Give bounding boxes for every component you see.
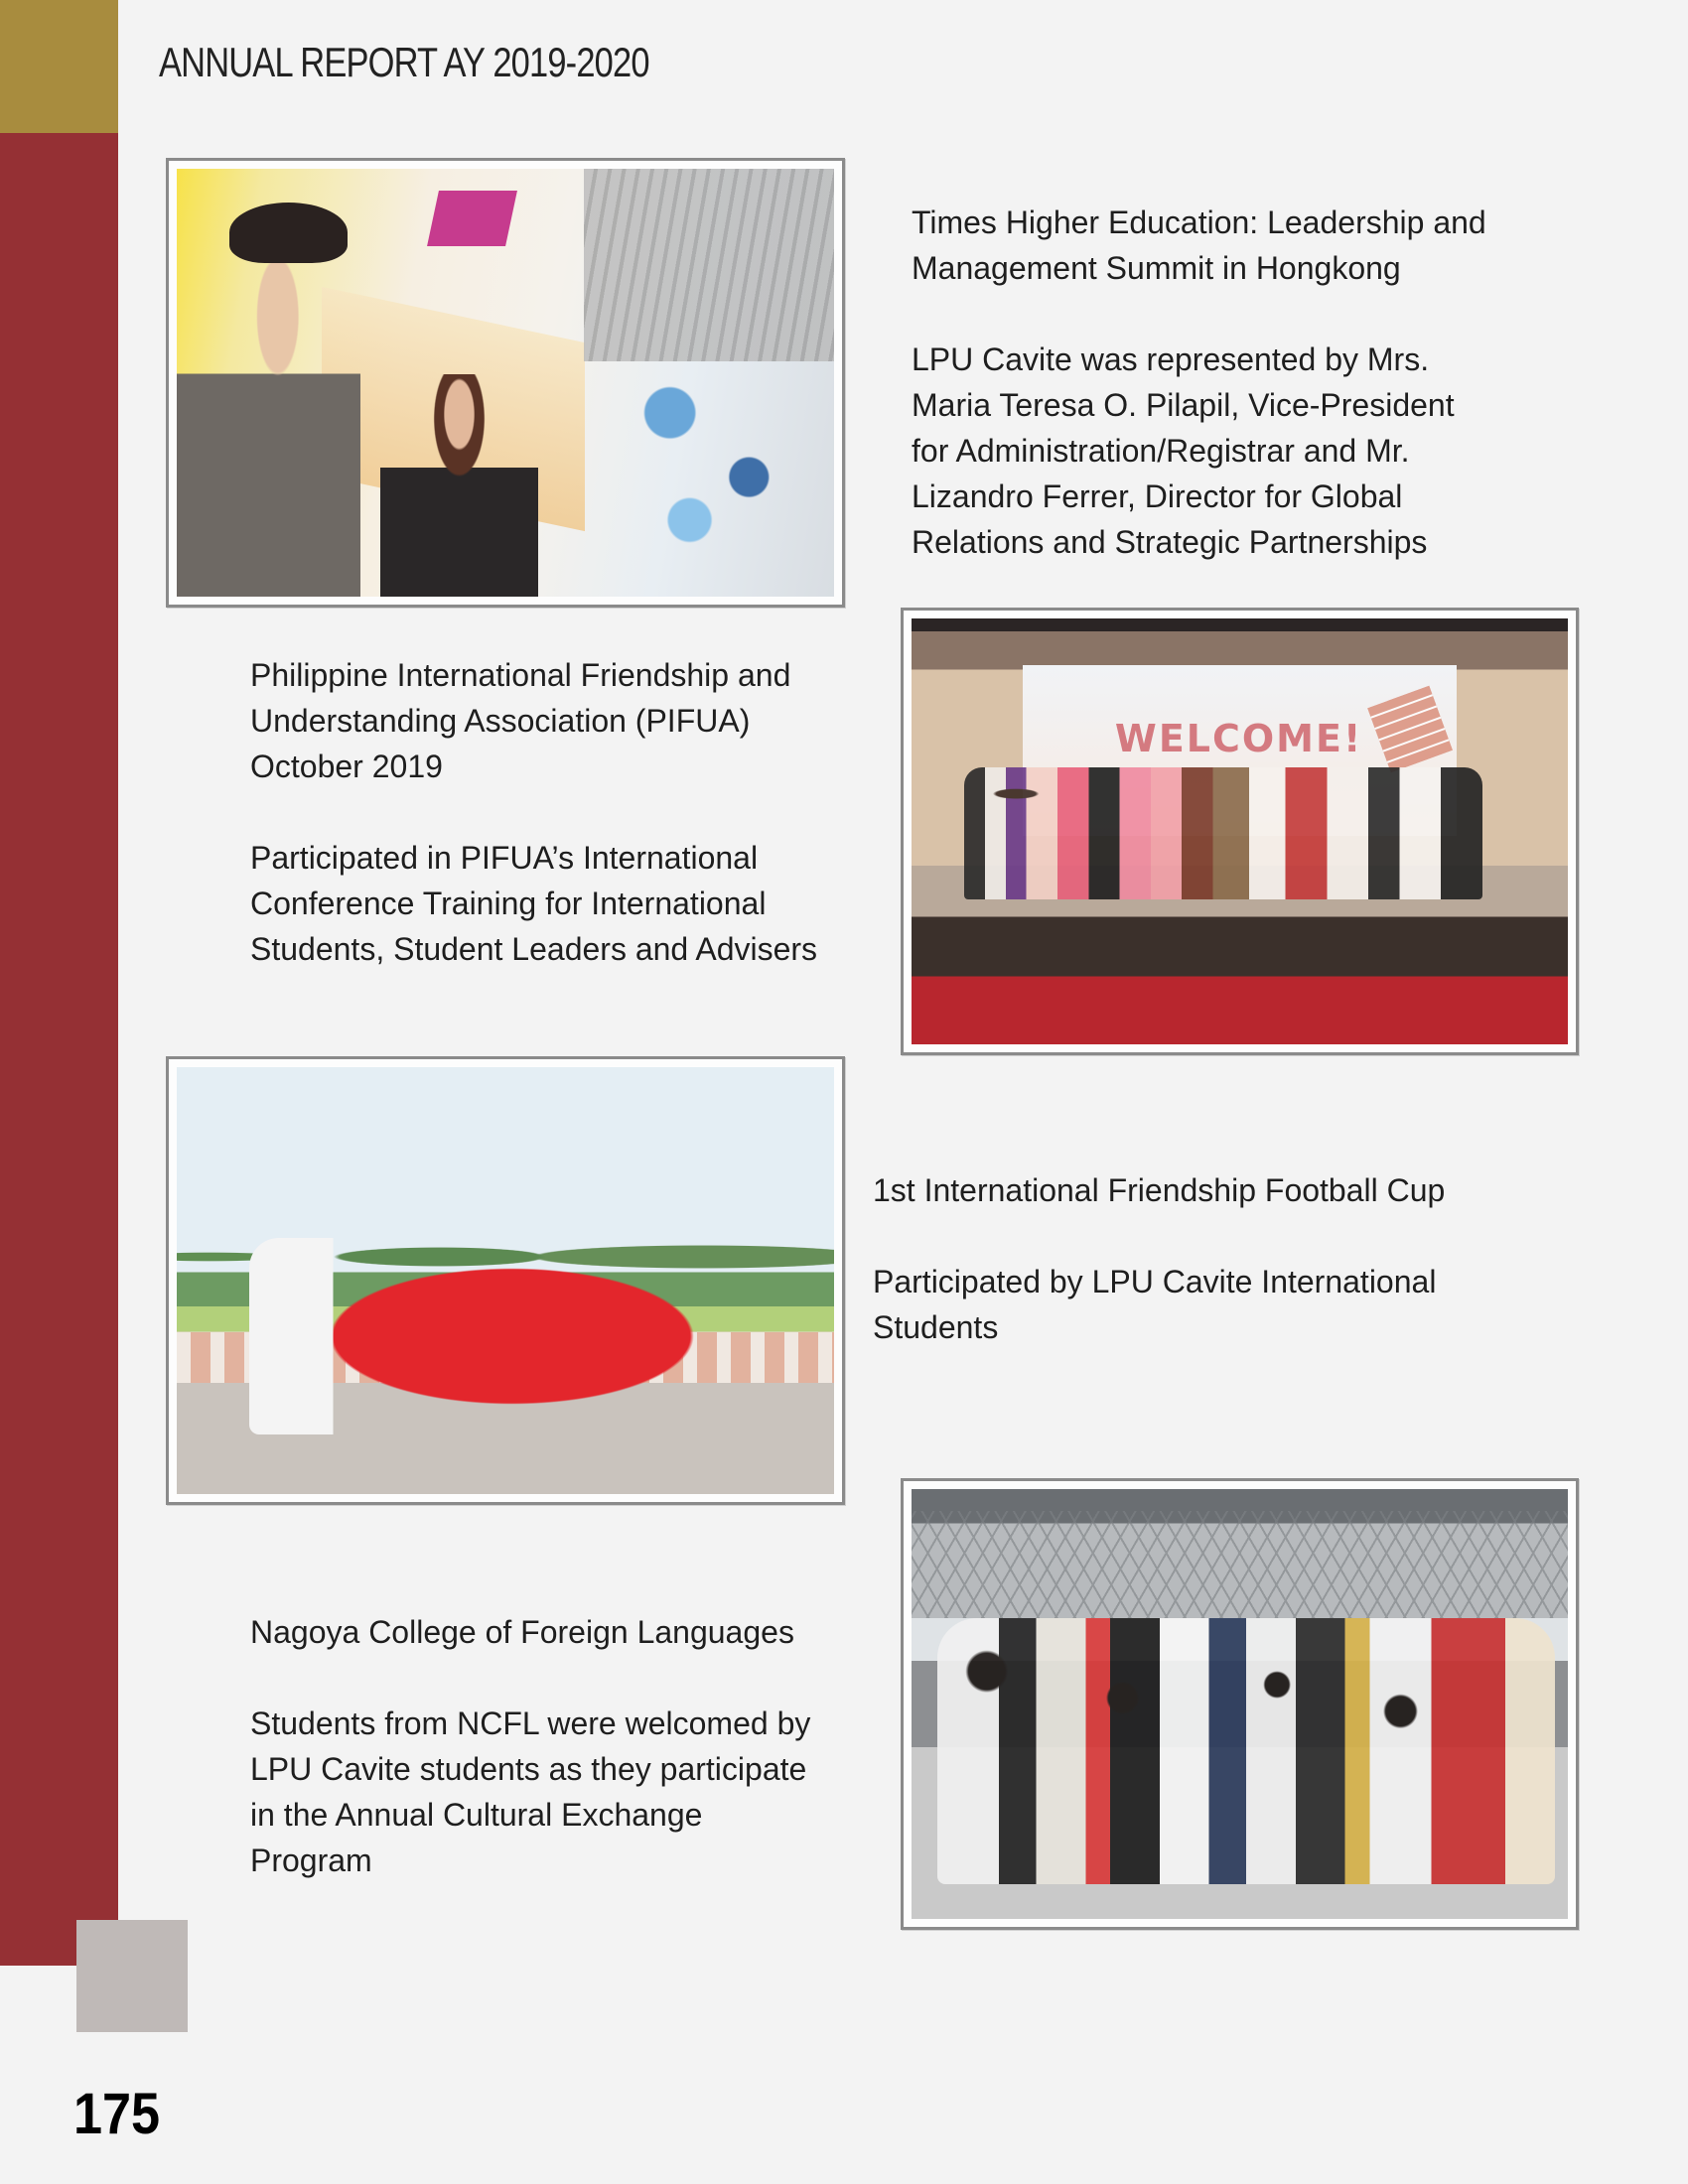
section-title-line: 1st International Friendship Football Cup: [873, 1172, 1446, 1208]
section-body-line: Maria Teresa O. Pilapil, Vice-President: [912, 387, 1455, 423]
section-body-line: Program: [250, 1843, 372, 1878]
section-body-line: LPU Cavite was represented by Mrs.: [912, 341, 1430, 377]
red-side-bar: [0, 133, 118, 1966]
gold-accent-bar: [0, 0, 118, 133]
section-body-line: Students: [873, 1309, 999, 1345]
section-body-line: Conference Training for International: [250, 886, 767, 921]
section-body-line: Participated in PIFUA’s International: [250, 840, 759, 876]
section-title-line: Understanding Association (PIFUA): [250, 703, 751, 739]
section-pifua: [250, 652, 817, 972]
section-title-line: Philippine International Friendship and: [250, 657, 791, 693]
section-body-line: in the Annual Cultural Exchange: [250, 1797, 703, 1833]
photo-frame-pifua: [901, 608, 1579, 1055]
section-nagoya: [250, 1609, 810, 1883]
section-title-line: Management Summit in Hongkong: [912, 250, 1401, 286]
photo-frame-hongkong-summit: [166, 158, 845, 608]
section-title-line: Nagoya College of Foreign Languages: [250, 1614, 794, 1650]
section-body-line: Relations and Strategic Partnerships: [912, 524, 1428, 560]
photo-frame-nagoya: [901, 1478, 1579, 1930]
gray-accent-square: [76, 1920, 188, 2032]
section-football-cup: [873, 1167, 1445, 1350]
photo-pifua-stage: [912, 618, 1568, 1044]
section-body-line: Students from NCFL were welcomed by: [250, 1706, 811, 1741]
photo-football-team: [177, 1067, 834, 1494]
section-title-line: October 2019: [250, 749, 443, 784]
photo-frame-football: [166, 1056, 845, 1505]
section-body-line: for Administration/Registrar and Mr.: [912, 433, 1410, 469]
section-body-line: Lizandro Ferrer, Director for Global: [912, 478, 1403, 514]
section-body-line: Participated by LPU Cavite International: [873, 1264, 1437, 1299]
welcome-banner-text: WELCOME!: [1114, 716, 1363, 760]
photo-hongkong-summit: [177, 169, 834, 597]
report-header-title: ANNUAL REPORT AY 2019-2020: [159, 39, 649, 85]
section-body-line: Students, Student Leaders and Advisers: [250, 931, 818, 967]
photo-nagoya-group: [912, 1489, 1568, 1919]
page-number: 175: [73, 2082, 161, 2146]
section-title-line: Times Higher Education: Leadership and: [912, 205, 1486, 240]
section-hongkong-summit: [912, 200, 1486, 565]
section-body-line: LPU Cavite students as they participate: [250, 1751, 807, 1787]
